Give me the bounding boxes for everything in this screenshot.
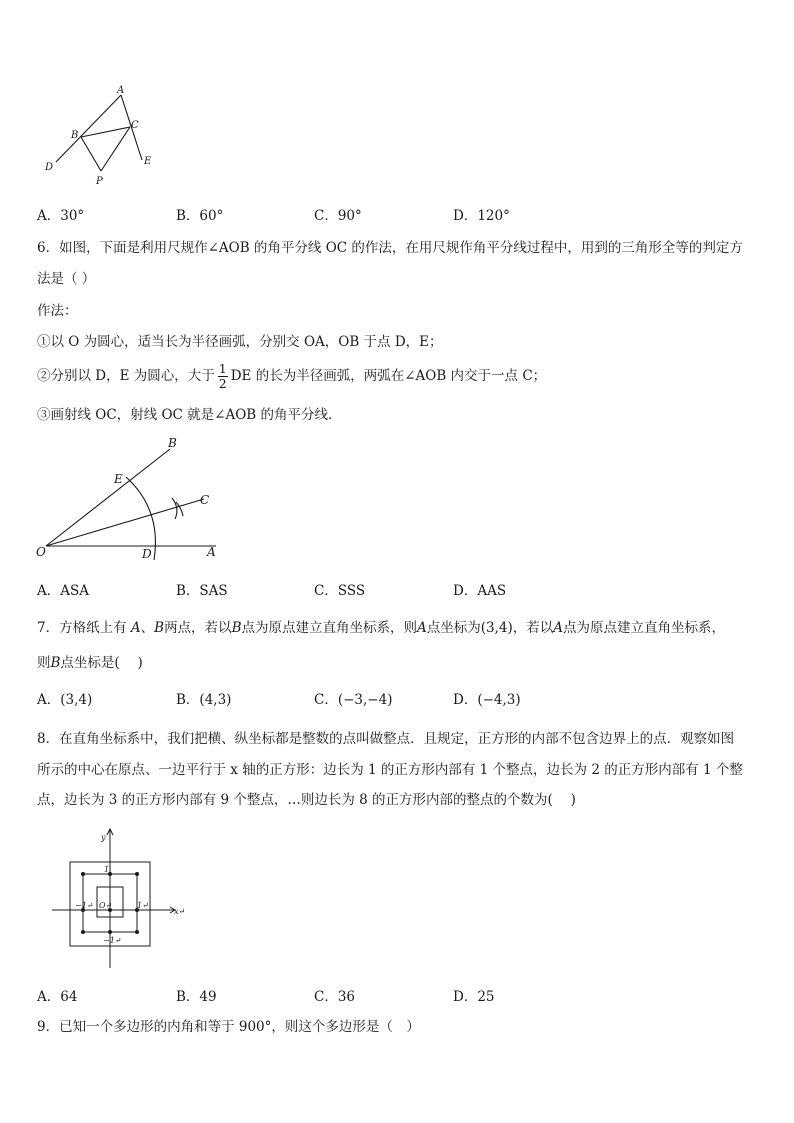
option-b[interactable]: B．(4,3): [176, 692, 232, 708]
q7-stem-line1: 7．方格纸上有 A、B两点，若以B点为原点建立直角坐标系，则A点坐标为(3,4)，若以A点为原点建立直角坐标系，: [37, 620, 725, 636]
label-d: D: [142, 547, 152, 561]
label-b: B: [71, 130, 79, 141]
half-fraction: $\frac{1}{2}$: [218, 361, 227, 391]
q6-method-label: 作法：: [37, 303, 78, 319]
q6-stem-line2: 法是（ ）: [37, 271, 96, 287]
triangle-figure: [38, 82, 168, 192]
option-c[interactable]: C．(−3,−4): [314, 692, 393, 708]
label-o: O: [36, 545, 46, 559]
line-a-d: [56, 95, 121, 162]
option-b[interactable]: B．60°: [176, 208, 224, 224]
lattice-point: [108, 930, 112, 934]
label-e: E: [144, 156, 152, 167]
ray-oc: [46, 499, 204, 546]
label-e: E: [114, 472, 123, 486]
option-d[interactable]: D．25: [453, 989, 495, 1005]
q8-stem-line2: 所示的中心在原点、一边平行于 x 轴的正方形：边长为 1 的正方形内部有 1 个整点，边长为 2 的正方形内部有 1 个整: [37, 762, 743, 778]
label-b: B: [168, 436, 177, 450]
option-c[interactable]: C．SSS: [314, 583, 366, 599]
label-y: y: [101, 833, 106, 842]
option-c[interactable]: C．36: [314, 989, 356, 1005]
option-d[interactable]: D．AAS: [453, 583, 507, 599]
label-c: C: [200, 493, 210, 507]
label-origin: O↵: [99, 901, 113, 910]
lattice-point: [135, 930, 139, 934]
label-one-right: 1↵: [137, 901, 149, 910]
ray-ob: [46, 449, 170, 546]
label-one-top: 1: [104, 865, 110, 874]
lattice-squares-figure: [48, 826, 188, 972]
q6-step3: ③画射线 OC，射线 OC 就是∠AOB 的角平分线．: [37, 407, 342, 423]
angle-bisector-figure: [30, 432, 230, 564]
segment-bp: [81, 137, 101, 171]
lattice-point: [81, 930, 85, 934]
lattice-point: [135, 872, 139, 876]
option-d[interactable]: D．(−4,3): [453, 692, 521, 708]
label-x: x↵: [174, 907, 186, 916]
q6-step1: ①以 O 为圆心，适当长为半径画弧，分别交 OA，OB 于点 D，E；: [37, 334, 443, 350]
q8-stem-line1: 8．在直角坐标系中，我们把横、纵坐标都是整数的点叫做整点．且规定，正方形的内部不包含边界上的点．观察如图: [37, 731, 735, 747]
lattice-point: [81, 872, 85, 876]
label-neg-one-bottom: −1↵: [103, 936, 122, 945]
label-d: D: [45, 162, 54, 173]
segment-cp: [101, 127, 130, 171]
option-b[interactable]: B．49: [176, 989, 217, 1005]
label-p: P: [96, 176, 103, 187]
option-c[interactable]: C．90°: [314, 208, 362, 224]
option-a[interactable]: A．ASA: [37, 583, 89, 599]
label-neg-one-left: −1↵: [75, 901, 94, 910]
label-a: A: [117, 85, 125, 96]
q6-stem-line1: 6．如图，下面是利用尺规作∠AOB 的角平分线 OC 的作法，在用尺规作角平分线过程中，用到的三角形全等的判定方: [37, 240, 743, 256]
q7-stem-line2: 则B点坐标是( ): [37, 655, 143, 671]
option-a[interactable]: A．30°: [37, 208, 85, 224]
label-a: A: [207, 545, 216, 559]
option-a[interactable]: A．64: [37, 989, 78, 1005]
option-a[interactable]: A．(3,4): [37, 692, 93, 708]
q9-stem-line1: 9．已知一个多边形的内角和等于 900°，则这个多边形是（ ）: [37, 1019, 420, 1035]
label-c: C: [131, 120, 139, 131]
q8-stem-line3: 点，边长为 3 的正方形内部有 9 个整点，…则边长为 8 的正方形内部的整点的个数为( ): [37, 792, 576, 808]
q6-step2: ②分别以 D，E 为圆心，大于 $\frac{1}{2}$ DE 的长为半径画弧，两弧在∠AOB 内交于一点 C；: [37, 361, 547, 391]
option-d[interactable]: D．120°: [453, 208, 510, 224]
option-b[interactable]: B．SAS: [176, 583, 228, 599]
